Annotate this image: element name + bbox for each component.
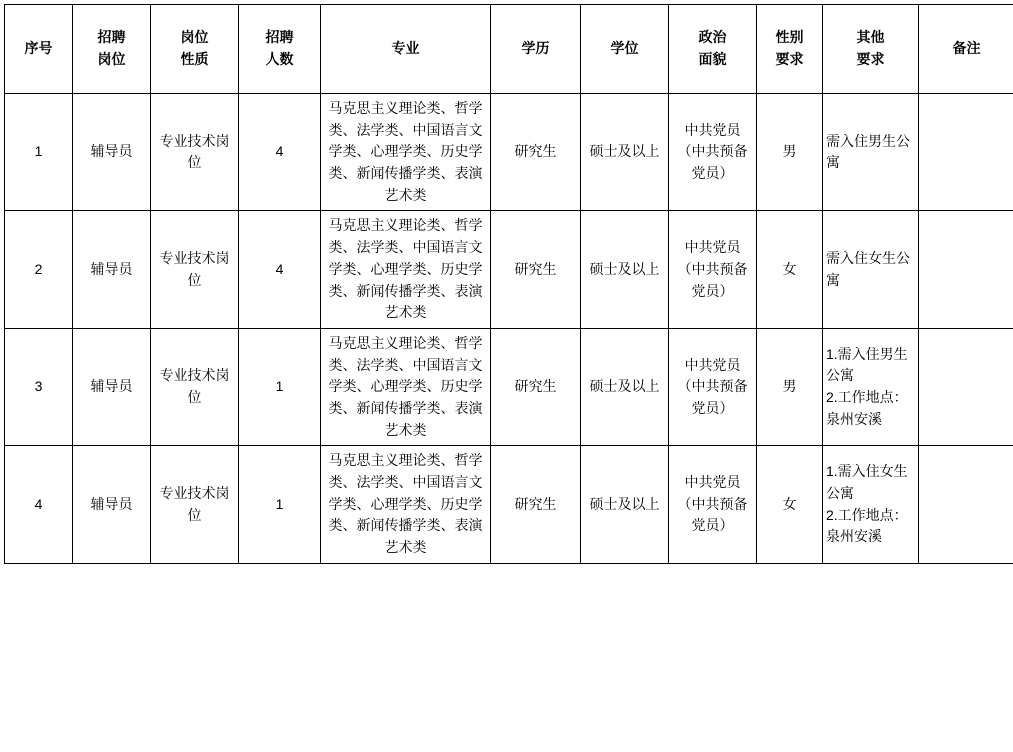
cell-nature: 专业技术岗位 xyxy=(151,446,239,563)
cell-count: 1 xyxy=(239,446,321,563)
document-page xyxy=(0,4,1013,752)
column-header-major: 专业 xyxy=(321,5,491,94)
cell-politics: 中共党员 （中共预备 党员） xyxy=(669,211,757,328)
column-header-post: 招聘 岗位 xyxy=(73,5,151,94)
cell-major: 马克思主义理论类、哲学类、法学类、中国语言文学类、心理学类、历史学类、新闻传播学类、表演艺术类 xyxy=(321,94,491,211)
cell-index: 1 xyxy=(5,94,73,211)
cell-index: 2 xyxy=(5,211,73,328)
cell-degree: 硕士及以上 xyxy=(581,94,669,211)
cell-gender: 女 xyxy=(757,211,823,328)
column-header-politics: 政治 面貌 xyxy=(669,5,757,94)
cell-other-requirements: 需入住男生公 寓 xyxy=(823,94,919,211)
recruitment-table xyxy=(4,4,1013,564)
cell-other-requirements: 1.需入住男生 公寓 2.工作地点： 泉州安溪 xyxy=(823,328,919,445)
cell-gender: 男 xyxy=(757,94,823,211)
cell-remark xyxy=(919,446,1013,563)
table-header xyxy=(5,5,1013,94)
cell-education: 研究生 xyxy=(491,446,581,563)
cell-remark xyxy=(919,328,1013,445)
cell-politics: 中共党员 （中共预备 党员） xyxy=(669,328,757,445)
column-header-count: 招聘 人数 xyxy=(239,5,321,94)
column-header-nature: 岗位 性质 xyxy=(151,5,239,94)
cell-post: 辅导员 xyxy=(73,328,151,445)
cell-nature: 专业技术岗位 xyxy=(151,211,239,328)
cell-other-requirements: 1.需入住女生 公寓 2.工作地点： 泉州安溪 xyxy=(823,446,919,563)
table-row xyxy=(5,446,1013,563)
cell-major: 马克思主义理论类、哲学类、法学类、中国语言文学类、心理学类、历史学类、新闻传播学类、表演艺术类 xyxy=(321,211,491,328)
cell-count: 4 xyxy=(239,94,321,211)
table-body xyxy=(5,94,1013,564)
cell-major: 马克思主义理论类、哲学类、法学类、中国语言文学类、心理学类、历史学类、新闻传播学类、表演艺术类 xyxy=(321,328,491,445)
cell-index: 4 xyxy=(5,446,73,563)
column-header-education: 学历 xyxy=(491,5,581,94)
cell-nature: 专业技术岗位 xyxy=(151,328,239,445)
cell-remark xyxy=(919,94,1013,211)
table-header-row xyxy=(5,5,1013,94)
cell-gender: 男 xyxy=(757,328,823,445)
table-row xyxy=(5,94,1013,211)
cell-count: 4 xyxy=(239,211,321,328)
cell-count: 1 xyxy=(239,328,321,445)
cell-other-requirements: 需入住女生公 寓 xyxy=(823,211,919,328)
table-row xyxy=(5,328,1013,445)
column-header-degree: 学位 xyxy=(581,5,669,94)
column-header-remark: 备注 xyxy=(919,5,1013,94)
cell-post: 辅导员 xyxy=(73,94,151,211)
cell-politics: 中共党员 （中共预备 党员） xyxy=(669,446,757,563)
cell-education: 研究生 xyxy=(491,94,581,211)
table-row xyxy=(5,211,1013,328)
cell-nature: 专业技术岗位 xyxy=(151,94,239,211)
column-header-index: 序号 xyxy=(5,5,73,94)
cell-politics: 中共党员 （中共预备 党员） xyxy=(669,94,757,211)
cell-degree: 硕士及以上 xyxy=(581,328,669,445)
cell-index: 3 xyxy=(5,328,73,445)
column-header-gender: 性别 要求 xyxy=(757,5,823,94)
cell-degree: 硕士及以上 xyxy=(581,211,669,328)
cell-remark xyxy=(919,211,1013,328)
cell-education: 研究生 xyxy=(491,328,581,445)
cell-post: 辅导员 xyxy=(73,446,151,563)
cell-post: 辅导员 xyxy=(73,211,151,328)
cell-gender: 女 xyxy=(757,446,823,563)
cell-education: 研究生 xyxy=(491,211,581,328)
cell-degree: 硕士及以上 xyxy=(581,446,669,563)
column-header-other: 其他 要求 xyxy=(823,5,919,94)
cell-major: 马克思主义理论类、哲学类、法学类、中国语言文学类、心理学类、历史学类、新闻传播学类、表演艺术类 xyxy=(321,446,491,563)
